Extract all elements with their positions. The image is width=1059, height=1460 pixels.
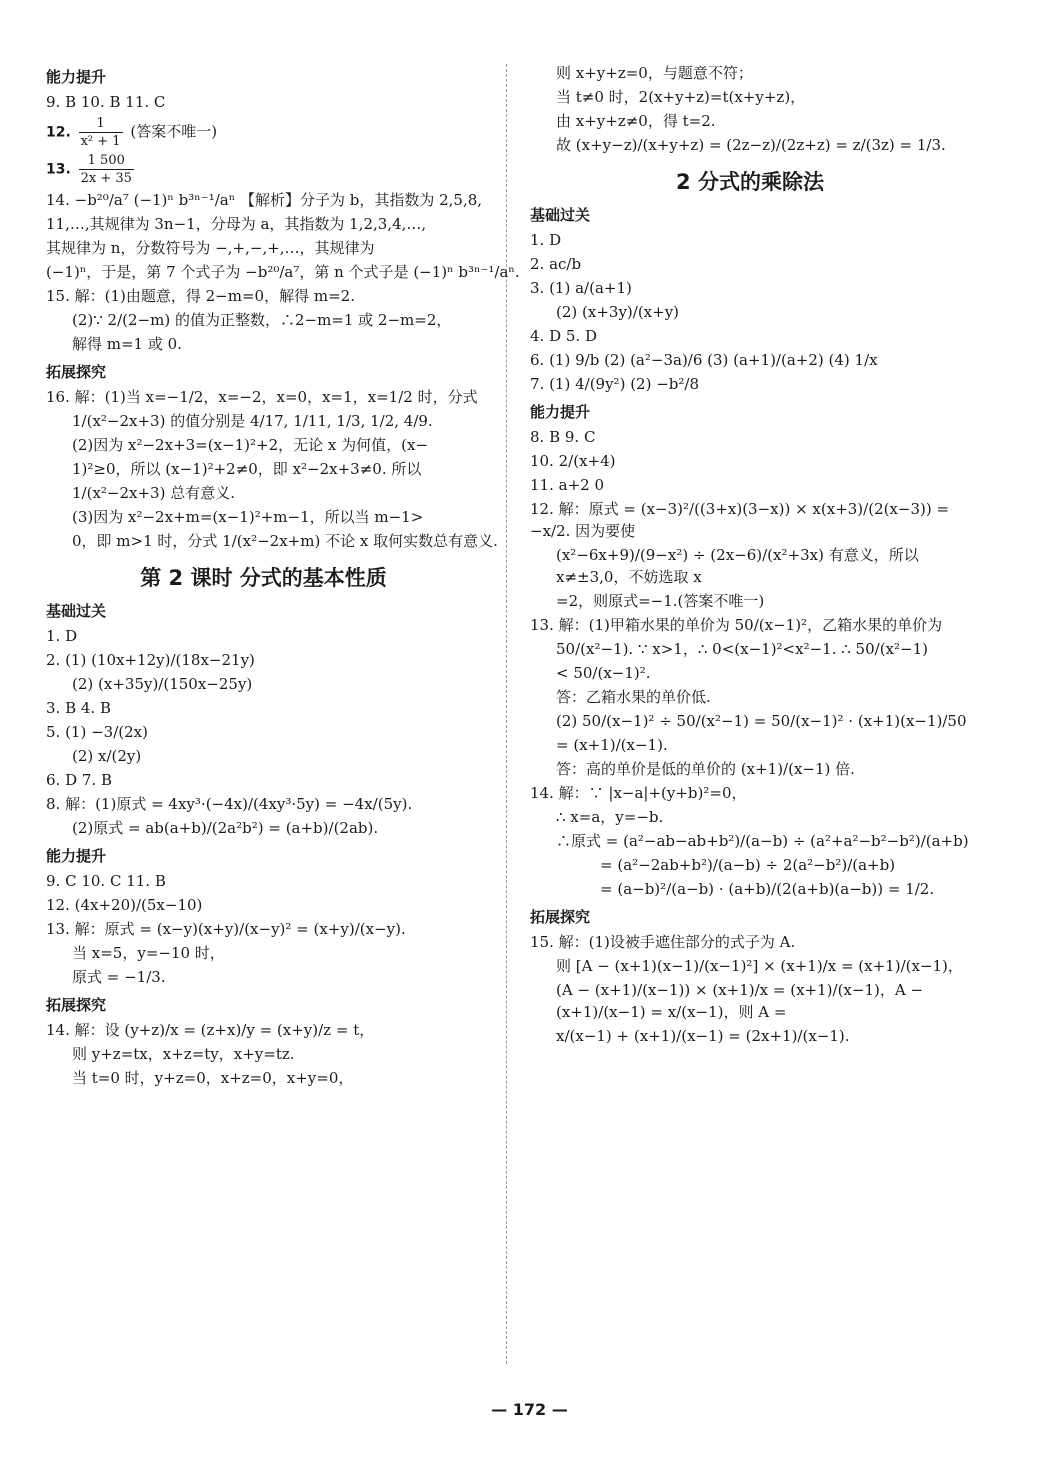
answer-line: 答：高的单价是低的单价的 (x+1)/(x−1) 倍. bbox=[556, 760, 855, 778]
item-number: 13. bbox=[46, 161, 71, 178]
section-heading: 拓展探究 bbox=[46, 363, 107, 381]
answer-13 bbox=[46, 152, 481, 187]
answer-line: 8. 解：(1)原式 = 4xy³·(−4x)/(4xy³·5y) = −4x/(5y). bbox=[46, 795, 413, 813]
lesson-title: 第 2 课时 分式的基本性质 bbox=[140, 566, 387, 590]
answer-line: 则 y+z=tx，x+z=ty，x+y=tz. bbox=[72, 1045, 295, 1063]
answer-line: 6. (1) 9/b (2) (a²−3a)/6 (3) (a+1)/(a+2) (4) 1/x bbox=[530, 351, 878, 369]
answer-line: 13. 解：(1)甲箱水果的单价为 50/(x−1)²，乙箱水果的单价为 bbox=[530, 616, 943, 634]
section-heading: 基础过关 bbox=[46, 602, 107, 620]
answer-line: 5. (1) −3/(2x) bbox=[46, 723, 148, 741]
answer-line: = (a−b)²/(a−b) · (a+b)/(2(a+b)(a−b)) = 1/2. bbox=[600, 880, 935, 898]
answer-line: 7. (1) 4/(9y²) (2) −b²/8 bbox=[530, 375, 699, 393]
answer-line: ∴原式 = (a²−ab−ab+b²)/(a−b) ÷ (a²+a²−b²−b²)/(a+b) bbox=[556, 832, 969, 850]
note: (答案不唯一) bbox=[130, 122, 218, 141]
section-heading: 拓展探究 bbox=[530, 908, 591, 926]
answer-line: 9. C 10. C 11. B bbox=[46, 872, 166, 890]
answer-line: (2) x/(2y) bbox=[72, 747, 142, 765]
column-divider bbox=[506, 64, 507, 1364]
answer-line: 50/(x²−1). ∵ x>1，∴ 0<(x−1)²<x²−1. ∴ 50/(x²−1) bbox=[556, 640, 928, 658]
answer-line: 14. 解：设 (y+z)/x = (z+x)/y = (x+y)/z = t， bbox=[46, 1021, 375, 1039]
answer-line: 11. a+2 0 bbox=[530, 476, 604, 494]
answer-line: 0，即 m>1 时，分式 1/(x²−2x+m) 不论 x 取何实数总有意义. bbox=[72, 532, 498, 550]
answer-line: 9. B 10. B 11. C bbox=[46, 93, 166, 111]
answer-line: (2) (x+3y)/(x+y) bbox=[556, 303, 680, 321]
fraction bbox=[79, 152, 134, 187]
answer-line: 当 x=5，y=−10 时， bbox=[72, 944, 225, 962]
answer-line: 12. 解：原式 = (x−3)²/((3+x)(3−x)) × x(x+3)/(2(x−3)) = −x/2. 因为要使 bbox=[530, 500, 950, 540]
denominator: x² + 1 bbox=[80, 134, 121, 149]
section-heading: 拓展探究 bbox=[46, 996, 107, 1014]
answer-line: 原式 = −1/3. bbox=[72, 968, 166, 986]
right-column bbox=[530, 60, 970, 1049]
answer-line: (3)因为 x²−2x+m=(x−1)²+m−1，所以当 m−1> bbox=[72, 508, 424, 526]
answer-line: 13. 解：原式 = (x−y)(x+y)/(x−y)² = (x+y)/(x−y). bbox=[46, 920, 406, 938]
answer-line: (−1)ⁿ，于是，第 7 个式子为 −b²⁰/a⁷，第 n 个式子是 (−1)ⁿ b³ⁿ⁻¹/aⁿ. bbox=[46, 263, 520, 281]
answer-line: 1. D bbox=[530, 231, 562, 249]
answer-line: ∴ x=a，y=−b. bbox=[556, 808, 664, 826]
answer-line: 11,…,其规律为 3n−1，分母为 a，其指数为 1,2,3,4,…, bbox=[46, 215, 427, 233]
numerator: 1 bbox=[79, 115, 123, 133]
answer-line: (2)∵ 2/(2−m) 的值为正整数，∴2−m=1 或 2−m=2， bbox=[72, 311, 452, 329]
answer-line: 12. (4x+20)/(5x−10) bbox=[46, 896, 203, 914]
answer-line: 1)²≥0，所以 (x−1)²+2≠0，即 x²−2x+3≠0. 所以 bbox=[72, 460, 422, 478]
answer-line: =2，则原式=−1.(答案不唯一) bbox=[556, 592, 765, 610]
answer-line: x/(x−1) + (x+1)/(x−1) = (2x+1)/(x−1). bbox=[556, 1027, 850, 1045]
answer-line: 其规律为 n，分数符号为 −,+,−,+,…，其规律为 bbox=[46, 239, 375, 257]
answer-line: (2)原式 = ab(a+b)/(2a²b²) = (a+b)/(2ab). bbox=[72, 819, 379, 837]
denominator: 2x + 35 bbox=[80, 171, 132, 186]
section-heading: 基础过关 bbox=[530, 206, 591, 224]
section-heading: 能力提升 bbox=[46, 847, 107, 865]
section-heading: 能力提升 bbox=[530, 403, 591, 421]
answer-line: (A − (x+1)/(x−1)) × (x+1)/x = (x+1)/(x−1)，A − (x+1)/(x−1) = x/(x−1)，则 A = bbox=[556, 981, 924, 1021]
answer-line: = (x+1)/(x−1). bbox=[556, 736, 668, 754]
answer-line: 14. −b²⁰/a⁷ (−1)ⁿ b³ⁿ⁻¹/aⁿ 【解析】分子为 b，其指数为 2,5,8, bbox=[46, 191, 483, 209]
answer-line: 当 t=0 时，y+z=0，x+z=0，x+y=0， bbox=[72, 1069, 354, 1087]
answer-line: 16. 解：(1)当 x=−1/2，x=−2，x=0，x=1，x=1/2 时，分式 bbox=[46, 388, 478, 406]
page-number: — 172 — bbox=[491, 1400, 568, 1419]
answer-line: = (a²−2ab+b²)/(a−b) ÷ 2(a²−b²)/(a+b) bbox=[600, 856, 896, 874]
answer-line: 10. 2/(x+4) bbox=[530, 452, 616, 470]
answer-line: 当 t≠0 时，2(x+y+z)=t(x+y+z)， bbox=[556, 88, 806, 106]
answer-line: 故 (x+y−z)/(x+y+z) = (2z−z)/(2z+z) = z/(3z) = 1/3. bbox=[556, 136, 946, 154]
answer-line: 14. 解：∵ |x−a|+(y+b)²=0， bbox=[530, 784, 747, 802]
answer-line: 则 [A − (x+1)(x−1)/(x−1)²] × (x+1)/x = (x+1)/(x−1)， bbox=[556, 957, 963, 975]
answer-line: 3. B 4. B bbox=[46, 699, 111, 717]
fraction bbox=[79, 115, 123, 150]
item-number: 12. bbox=[46, 124, 71, 141]
section-heading: 能力提升 bbox=[46, 68, 107, 86]
answer-line: (2)因为 x²−2x+3=(x−1)²+2，无论 x 为何值，(x− bbox=[72, 436, 429, 454]
answer-line: 1/(x²−2x+3) 总有意义. bbox=[72, 484, 235, 502]
answer-line: (x²−6x+9)/(9−x²) ÷ (2x−6)/(x²+3x) 有意义，所以 x≠±3,0，不妨选取 x bbox=[556, 546, 919, 586]
answer-line: 解得 m=1 或 0. bbox=[72, 335, 182, 353]
answer-line: 则 x+y+z=0，与题意不符； bbox=[556, 64, 753, 82]
answer-line: 1. D bbox=[46, 627, 78, 645]
answer-line: 15. 解：(1)设被手遮住部分的式子为 A. bbox=[530, 933, 796, 951]
answer-line: 4. D 5. D bbox=[530, 327, 597, 345]
answer-line: 2. (1) (10x+12y)/(18x−21y) bbox=[46, 651, 255, 669]
answer-line: (2) 50/(x−1)² ÷ 50/(x²−1) = 50/(x−1)² · (x+1)(x−1)/50 bbox=[556, 712, 967, 730]
answer-line: 答：乙箱水果的单价低. bbox=[556, 688, 711, 706]
answer-12 bbox=[46, 115, 481, 150]
answer-line: 2. ac/b bbox=[530, 255, 582, 273]
answer-line: 1/(x²−2x+3) 的值分别是 4/17, 1/11, 1/3, 1/2, 4/9. bbox=[72, 412, 433, 430]
answer-line: 8. B 9. C bbox=[530, 428, 596, 446]
answer-line: 由 x+y+z≠0，得 t=2. bbox=[556, 112, 716, 130]
answer-line: 15. 解：(1)由题意，得 2−m=0，解得 m=2. bbox=[46, 287, 355, 305]
answer-line: < 50/(x−1)². bbox=[556, 664, 651, 682]
numerator: 1 500 bbox=[79, 152, 134, 170]
answer-line: (2) (x+35y)/(150x−25y) bbox=[72, 675, 253, 693]
left-column bbox=[46, 60, 520, 1091]
answer-line: 6. D 7. B bbox=[46, 771, 112, 789]
answer-line: 3. (1) a/(a+1) bbox=[530, 279, 632, 297]
lesson-title: 2 分式的乘除法 bbox=[676, 170, 824, 194]
